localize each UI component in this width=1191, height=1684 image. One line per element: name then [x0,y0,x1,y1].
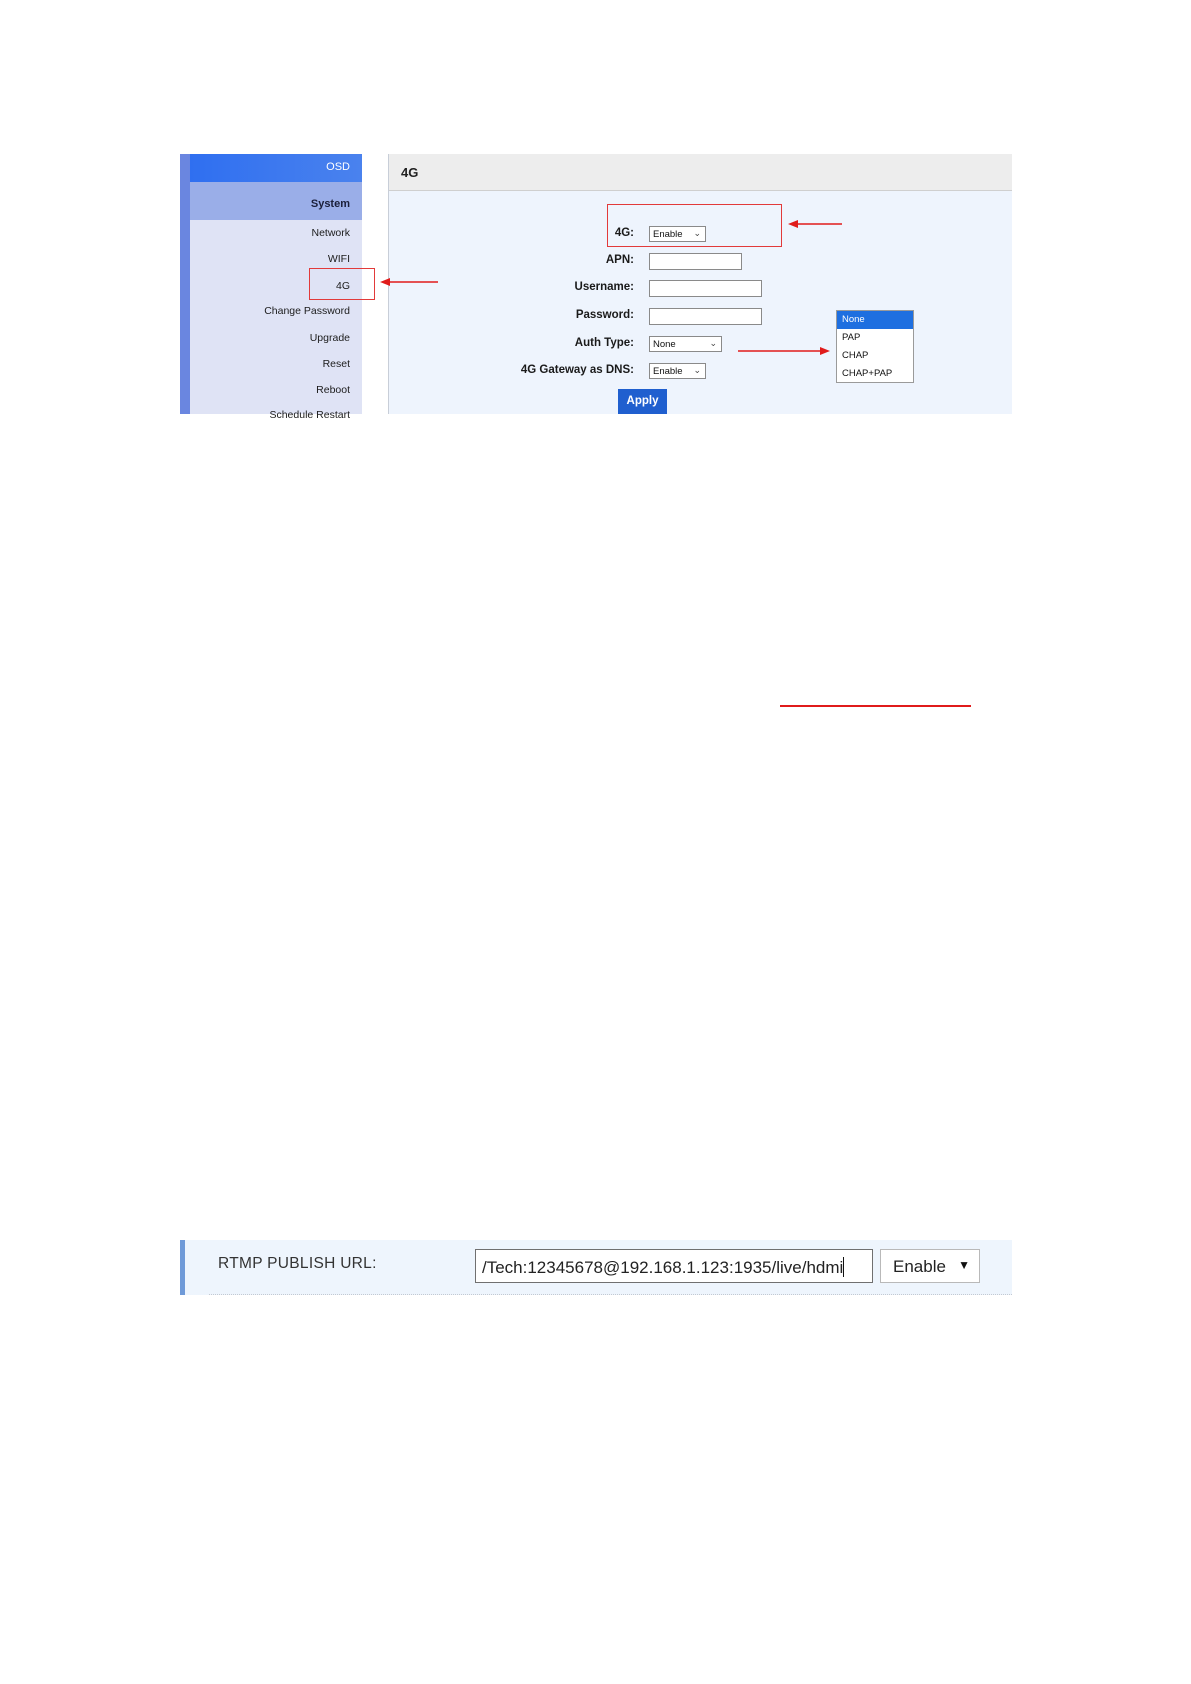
auth-type-select[interactable] [649,336,722,352]
row-divider [209,1294,1012,1295]
auth-type-select-value: None [653,339,676,350]
password-label: Password: [575,309,634,321]
dropdown-triangle-icon: ▼ [958,1258,970,1272]
auth-option-none[interactable]: None [837,311,913,329]
apn-input[interactable] [649,253,742,270]
rtmp-url-input[interactable] [475,1249,873,1283]
fourg-settings-screenshot [180,154,1012,421]
fourg-select-value: Enable [653,229,683,240]
panel-title: 4G [389,154,1012,191]
sidebar-item-upgrade[interactable]: Upgrade [309,332,350,344]
username-input[interactable] [649,280,762,297]
fourg-panel [388,154,1012,414]
right-arrow-icon [736,343,832,359]
auth-type-dropdown [836,310,914,383]
rtmp-url-screenshot [180,1240,1012,1295]
auth-option-pap[interactable]: PAP [842,332,861,343]
rtmp-url-value: /Tech:12345678@192.168.1.123:1935/live/hdmi [482,1258,844,1277]
sidebar-item-change-password[interactable]: Change Password [264,305,350,317]
sidebar-item-4g[interactable]: 4G [335,280,350,292]
left-arrow-icon [380,274,440,290]
chevron-down-icon: ⌄ [709,338,717,348]
sidebar-4g-highlight-box [309,268,375,300]
chevron-down-icon: ⌄ [693,228,701,238]
rtmp-enable-value: Enable [893,1257,946,1276]
auth-option-chap-pap[interactable]: CHAP+PAP [842,368,893,379]
left-arrow-icon [788,216,844,232]
gateway-dns-select[interactable] [649,363,706,379]
gateway-dns-select-value: Enable [653,366,683,377]
password-input[interactable] [649,308,762,325]
rtmp-url-label: RTMP PUBLISH URL: [218,1255,377,1272]
fourg-highlight-box [607,204,782,247]
sidebar-item-wifi[interactable]: WIFI [327,253,350,265]
sidebar-item-osd[interactable]: OSD [190,154,362,182]
fourg-label: 4G: [614,227,634,239]
gateway-dns-label: 4G Gateway as DNS: [520,364,634,376]
auth-type-label: Auth Type: [574,337,634,349]
sidebar-section-system[interactable]: System [190,182,362,220]
username-label: Username: [574,281,634,293]
chevron-down-icon: ⌄ [693,365,701,375]
sidebar-item-network[interactable]: Network [311,227,350,239]
sidebar-item-reboot[interactable]: Reboot [316,384,350,396]
apn-label: APN: [605,254,634,266]
rtmp-enable-select[interactable] [880,1249,980,1283]
sidebar-item-schedule-restart[interactable]: Schedule Restart [269,409,350,421]
red-underline [780,705,971,707]
auth-option-chap[interactable]: CHAP [842,350,869,361]
sidebar-item-reset[interactable]: Reset [322,358,350,370]
apply-button[interactable]: Apply [618,389,667,414]
text-caret [843,1257,844,1277]
